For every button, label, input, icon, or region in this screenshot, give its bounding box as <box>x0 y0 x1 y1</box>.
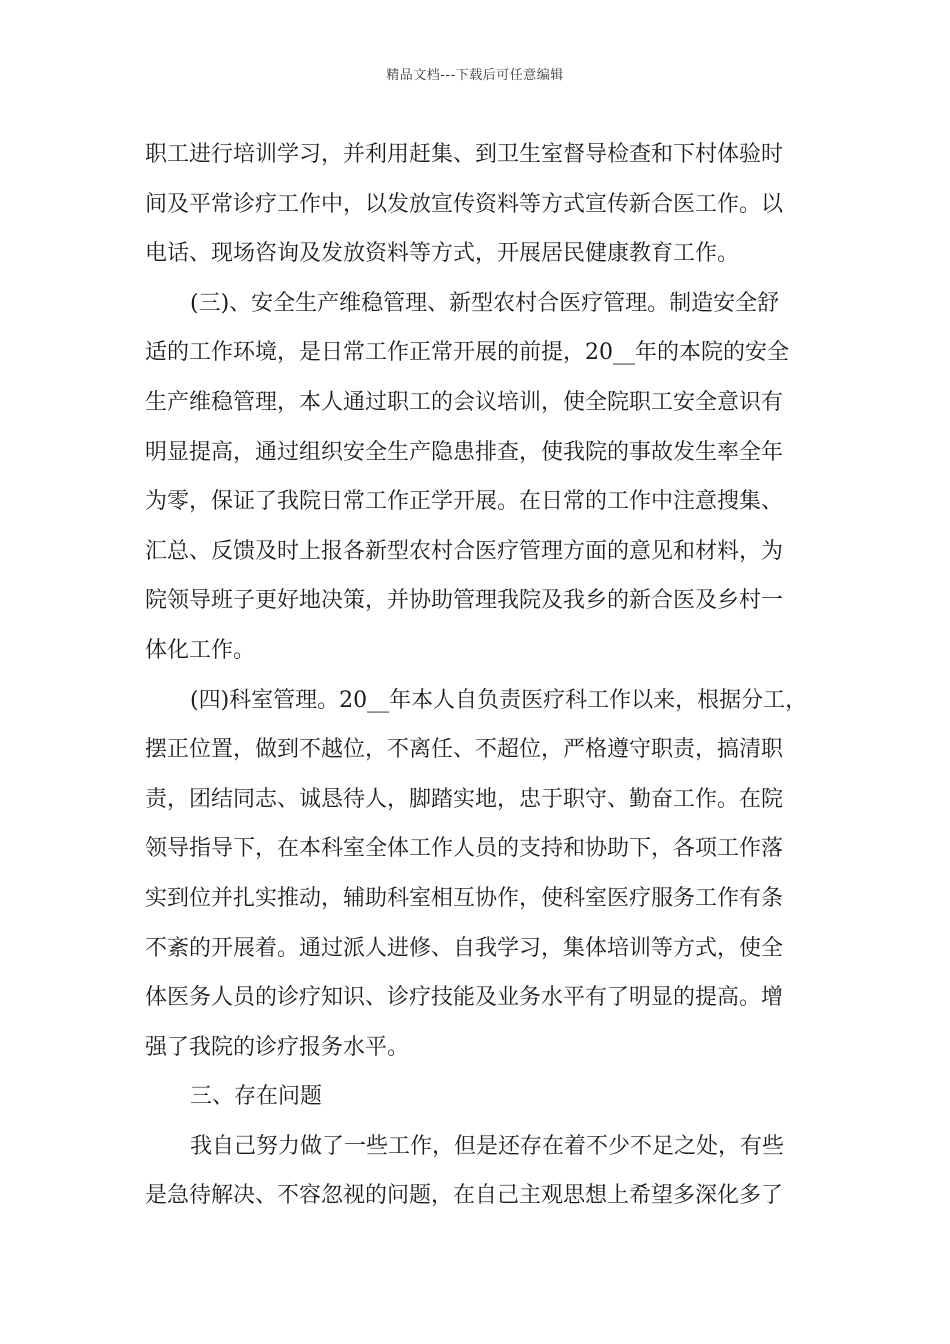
document-body <box>145 130 817 1221</box>
text-line: 职工进行培训学习，并利用赶集、到卫生室督导检查和下村体验时 <box>145 142 784 167</box>
text-line: 体化工作。 <box>145 637 256 663</box>
text-line: 体医务人员的诊疗知识、诊疗技能及业务水平有了明显的提高。增 <box>145 985 784 1011</box>
page-header: 精品文档---下载后可任意编辑 <box>386 68 564 83</box>
text-line: 摆正位置，做到不越位，不离任、不超位，严格遵守职责，搞清职 <box>145 737 784 763</box>
text-line: 适的工作环境，是日常工作正常开展的前提，20__年的本院的安全 <box>145 340 789 366</box>
text-line: (四)科室管理。20__年本人自负责医疗科工作以来，根据分工， <box>190 687 808 713</box>
text-line: 电话、现场咨询及发放资料等方式，开展居民健康教育工作。 <box>145 241 740 267</box>
text-line: 三、存在问题 <box>190 1084 323 1110</box>
text-line: 我自己努力做了一些工作，但是还存在着不少不足之处，有些 <box>190 1133 785 1159</box>
text-line: 不紊的开展着。通过派人进修、自我学习，集体培训等方式，使全 <box>145 935 784 961</box>
text-line: 是急待解决、不容忽视的问题，在自己主观思想上希望多深化多了 <box>145 1183 784 1209</box>
text-line: 明显提高，通过组织安全生产隐患排查，使我院的事故发生率全年 <box>145 439 784 465</box>
text-line: 生产维稳管理，本人通过职工的会议培训，使全院职工安全意识有 <box>145 389 784 415</box>
text-line: 为零，保证了我院日常工作正学开展。在日常的工作中注意搜集、 <box>145 489 784 515</box>
text-line: 强了我院的诊疗报务水平。 <box>145 1034 410 1060</box>
text-line: 责，团结同志、诚恳待人，脚踏实地，忠于职守、勤奋工作。在院 <box>145 786 784 812</box>
text-line: 领导指导下，在本科室全体工作人员的支持和协助下，各项工作落 <box>145 836 784 862</box>
text-line: 实到位并扎实推动，辅助科室相互协作，使科室医疗服务工作有条 <box>145 885 784 911</box>
text-line: 院领导班子更好地决策，并协助管理我院及我乡的新合医及乡村一 <box>145 588 784 614</box>
text-line: 间及平常诊疗工作中，以发放宣传资料等方式宣传新合医工作。以 <box>145 191 784 217</box>
text-line: 汇总、反馈及时上报各新型农村合医疗管理方面的意见和材料，为 <box>145 538 784 564</box>
text-line: (三)、安全生产维稳管理、新型农村合医疗管理。制造安全舒 <box>190 290 780 316</box>
